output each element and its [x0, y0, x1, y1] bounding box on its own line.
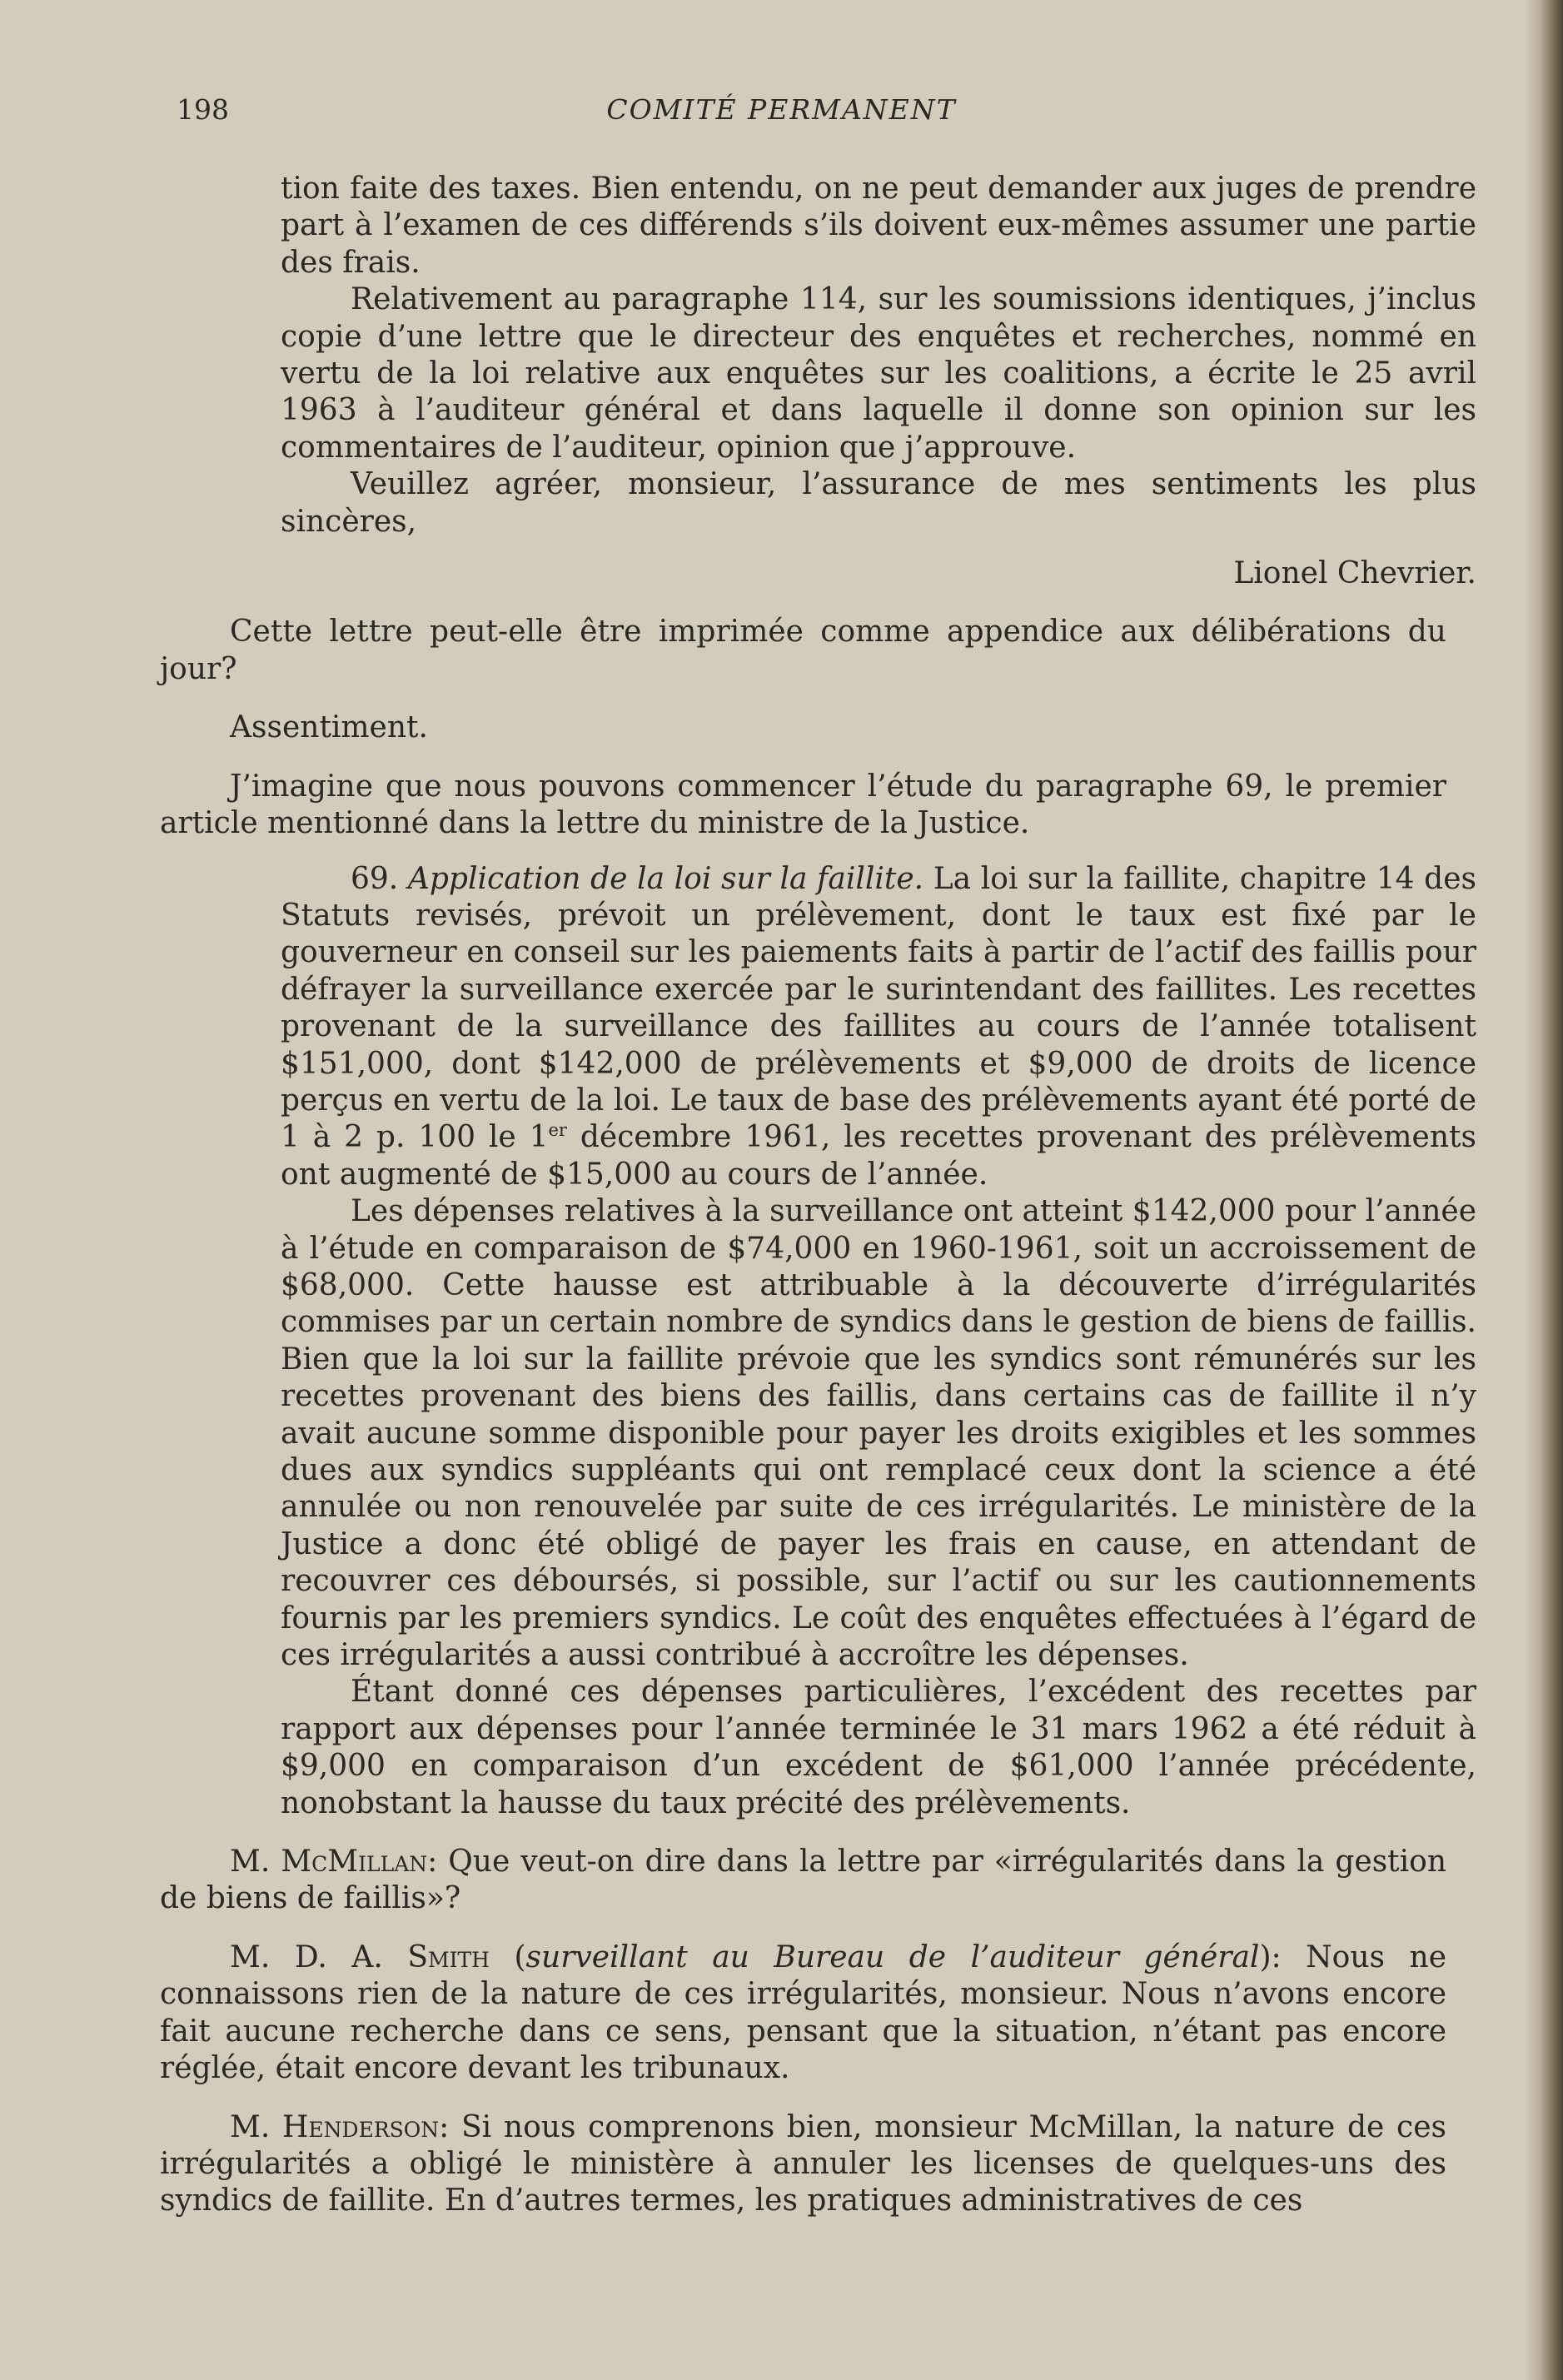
page-header — [0, 93, 1563, 135]
speech-text: Nous ne connaissons rien de la nature de ces irrégularités, monsieur. Nous n’avons encore fait aucune recherche dans ce sens, pensant que la situation, n’étant pas encore réglée, était encore devant les tribunaux. — [160, 1939, 1446, 2086]
speaker-name: M. McMillan — [230, 1845, 428, 1880]
speech-henderson: M. Henderson: Si nous comprenons bien, monsieur McMillan, la nature de ces irrégularités a obligé le ministère à annuler les licenses de quelques-uns des syndics de faillite. En d’autres termes, les pratiques administratives de ces — [160, 2109, 1446, 2218]
paragraph-69-text-2: Les dépenses relatives à la surveillance ont atteint $142,000 pour l’année à l’étude en comparaison de $74,000 en 1960-1961, soit un accroissement de $68,000. Cette hausse est attribuable à la découverte d’irrégularités commises par un certain nombre de syndics dans le gestion de biens de faillis. Bien que la loi sur la faillite prévoie que les syndics sont rémunérés sur les recettes provenant des biens des faillis, dans certains cas de faillite il n’y avait aucune somme disponible pour payer les droits exigibles et les sommes dues aux syndics suppléants qui ont remplacé ceux dont la science a été annulée ou non renouvelée par suite de ces irrégularités. Le ministère de la Justice a donc été obligé de payer les frais en cause, en attendant de recouvrer ces déboursés, si possible, sur l’actif ou sur les cautionnements fournis par les premiers syndics. Le coût des enquêtes effectuées à l’égard de ces irrégularités a aussi contribué à accroître les dépenses. — [281, 1194, 1476, 1673]
page-number: 198 — [177, 93, 229, 126]
paragraph-69-heading: Application de la loi sur la faillite. — [407, 861, 924, 896]
intro-paragraph-69: J’imagine que nous pouvons commencer l’étude du paragraphe 69, le premier article mentionné dans la lettre du ministre de la Justice. — [160, 769, 1446, 841]
speaker-name: M. D. A. Smith — [230, 1939, 490, 1974]
paragraph-69-number: 69. — [351, 861, 399, 896]
paragraph-69-body-1: La loi sur la faillite, chapitre 14 des Statuts revisés, prévoit un prélèvement, dont le taux est fixé par le gouverneur en conseil sur les paiements faits à partir de l’actif des faillis pour défrayer la surveillance exercée par le surintendant des faillites. Les recettes provenant de la surveillance des faillites au cours de l’année totalisent $151,000, dont $142,000 de prélèvements et $9,000 de droits de licence perçus en vertu de la loi. Le taux de base des prélèvements ayant été porté de 1 à 2 p. 100 le 1 — [281, 861, 1477, 1155]
paragraph-69-body-1b: décembre 1961, les recettes provenant des prélèvements ont augmenté de $15,000 au cours de l’année. — [281, 1120, 1476, 1192]
speech-mcmillan: M. McMillan: Que veut-on dire dans la lettre par «irrégularités dans la gestion de biens de faillis»? — [160, 1845, 1447, 1916]
paragraph-69-text-3: Étant donné ces dépenses particulières, l’excédent des recettes par rapport aux dépenses pour l’année terminée le 31 mars 1962 a été réduit à $9,000 en comparaison d’un excédent de $61,000 l’année précédente, nonobstant la hausse du taux précité des prélèvements. — [281, 1675, 1476, 1820]
letter-paragraph-1: tion faite des taxes. Bien entendu, on ne peut demander aux juges de prendre part à l’examen de ces différends s’ils doivent eux-mêmes assumer une partie des frais. — [281, 172, 1476, 280]
speech-smith: M. D. A. Smith (surveillant au Bureau de l’auditeur général): Nous ne connaissons rien de la nature de ces irrégularités, monsieur. Nous n’avons encore fait aucune recherche dans ce sens, pensant que la situation, n’étant pas encore réglée, était encore devant les tribunaux. — [160, 1939, 1446, 2086]
letter-signature: Lionel Chevrier. — [1233, 556, 1476, 591]
superscript-er: er — [548, 1120, 567, 1141]
letter-paragraph-2: Relativement au paragraphe 114, sur les soumissions identiques, j’inclus copie d’une lettre que le directeur des enquêtes et recherches, nommé en vertu de la loi relative aux enquêtes sur les coalitions, a écrite le 25 avril 1963 à l’auditeur général et dans laquelle il donne son opinion sur les commentaires de l’auditeur, opinion que j’approuve. — [281, 282, 1476, 465]
paragraph-69-text-1 — [281, 861, 1476, 1194]
letter-closing: Veuillez agréer, monsieur, l’assurance de mes sentiments les plus sincères, — [281, 467, 1476, 539]
page-body — [0, 171, 1563, 2220]
speaker-role: surveillant au Bureau de l’auditeur général — [525, 1939, 1260, 1974]
running-title: COMITÉ PERMANENT — [606, 93, 957, 126]
question-print-letter: Cette lettre peut-elle être imprimée comme appendice aux délibérations du jour? — [160, 615, 1446, 686]
speaker-name: M. Henderson — [230, 2109, 440, 2144]
assent: Assentiment. — [230, 710, 428, 745]
speech-text: Que veut-on dire dans la lettre par «irrégularités dans la gestion de biens de faillis»? — [160, 1845, 1447, 1916]
speech-text: Si nous comprenons bien, monsieur McMillan, la nature de ces irrégularités a obligé le ministère à annuler les licenses de quelques-uns des syndics de faillite. En d’autres termes, les pratiques administratives de ces — [160, 2109, 1446, 2218]
